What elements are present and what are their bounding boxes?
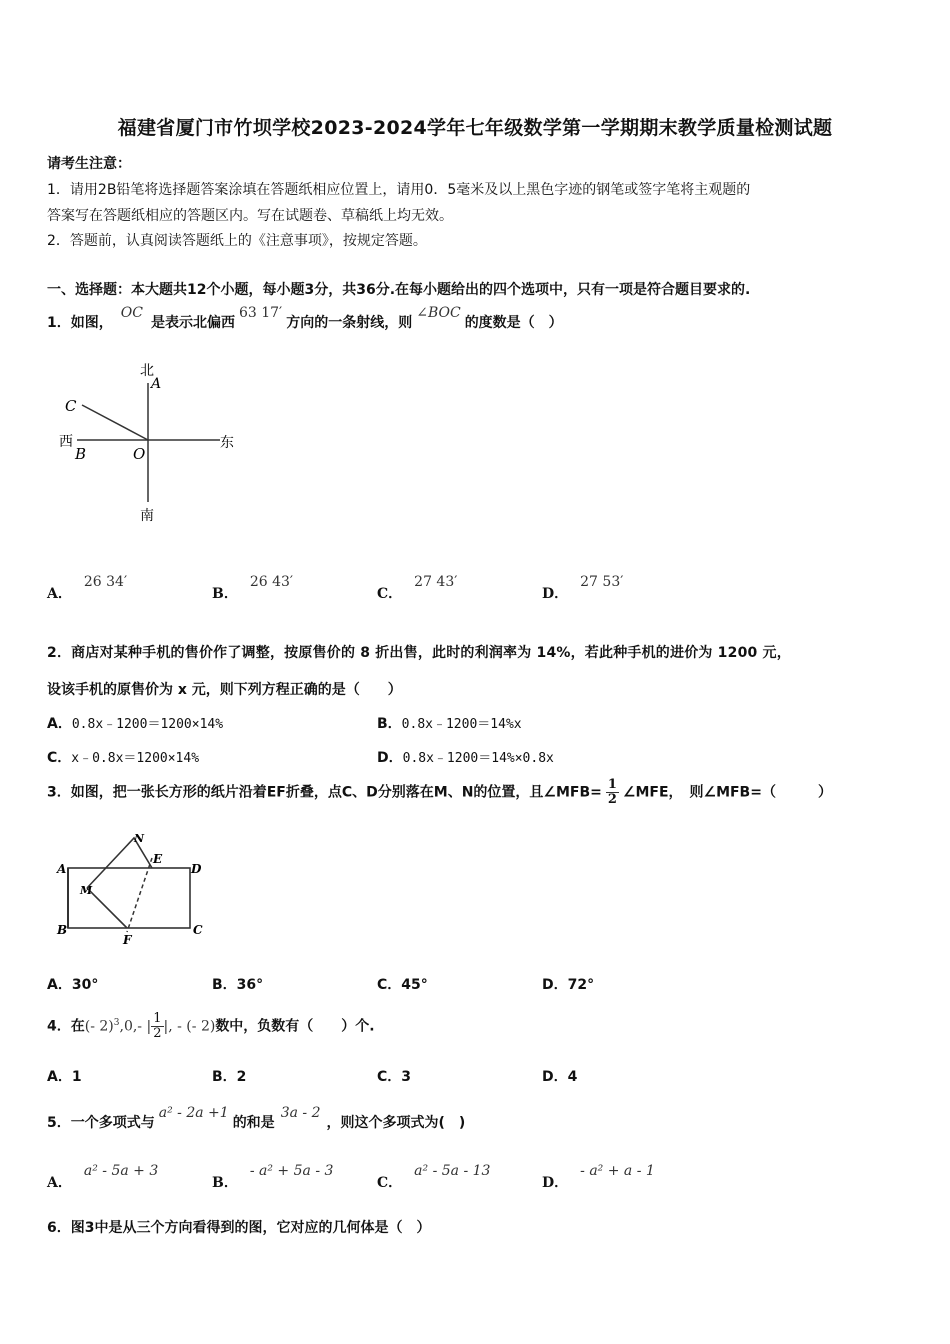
option-value: 27 43′: [414, 574, 458, 590]
q1-math-angle: 63 17′: [238, 305, 283, 321]
notice-line-2: 答案写在答题纸相应的答题区内。写在试题卷、草稿纸上均无效。: [47, 208, 453, 224]
q3-option-b[interactable]: [212, 974, 263, 994]
option-letter: B．: [212, 586, 238, 602]
option-letter: D．: [542, 1175, 569, 1191]
q3-option-d[interactable]: [542, 974, 594, 994]
q1-math-boc: ∠BOC: [416, 305, 461, 321]
q2-option-b[interactable]: [377, 713, 522, 733]
q4-text-2: 数中，负数有（ ）个.: [215, 1018, 375, 1035]
label-east: 东: [220, 435, 234, 451]
q5-option-d[interactable]: [542, 1160, 655, 1191]
option-value: 0.8x﹣1200＝1200×14%: [71, 717, 224, 732]
q4-option-c[interactable]: [377, 1066, 411, 1086]
label-south: 南: [140, 508, 154, 524]
q3-text-1: 3．如图，把一张长方形的纸片沿着EF折叠，点C、D分别落在M、N的位置，且∠MFB=: [47, 784, 602, 801]
label-a: A: [57, 862, 67, 876]
fraction-numerator: 1: [607, 777, 617, 792]
option-value: - a² + a - 1: [580, 1163, 655, 1179]
option-value: 30°: [71, 977, 99, 993]
option-letter: D．: [542, 1069, 568, 1085]
label-c: C: [65, 397, 77, 415]
option-letter: C．: [377, 977, 402, 993]
question-6: 6．图3中是从三个方向看得到的图，它对应的几何体是（ ）: [47, 1220, 431, 1236]
option-value: 0.8x﹣1200＝14%×0.8x: [402, 751, 554, 766]
label-b: B: [75, 445, 87, 463]
option-value: 27 53′: [580, 574, 624, 590]
option-letter: A．: [47, 1175, 72, 1191]
option-letter: A．: [47, 716, 72, 732]
option-value: - a² + 5a - 3: [249, 1163, 334, 1179]
option-value: 3: [401, 1069, 412, 1085]
option-value: 72°: [567, 977, 595, 993]
option-letter: A．: [47, 1069, 72, 1085]
option-letter: A．: [47, 586, 72, 602]
q4-math-b: ,0,- |: [119, 1018, 152, 1035]
q2-line-1: 2．商店对某种手机的售价作了调整，按原售价的 8 折出售，此时的利润率为 14%，若此种手机的进价为 1200 元，: [47, 645, 791, 661]
q5-math-2: 3a - 2: [280, 1105, 321, 1121]
q1-option-c[interactable]: [377, 571, 458, 602]
option-letter: A．: [47, 977, 72, 993]
q1-option-b[interactable]: [212, 571, 294, 602]
q4-fraction: [151, 1012, 163, 1041]
option-letter: C．: [377, 1175, 403, 1191]
q1-text-1: 1．如图，: [47, 315, 113, 331]
option-letter: D．: [377, 750, 403, 766]
option-letter: C．: [47, 750, 72, 766]
label-m: M: [80, 884, 93, 897]
q1-text-2: 是表示北偏西: [150, 315, 235, 331]
q5-option-a[interactable]: [47, 1160, 159, 1191]
option-letter: C．: [377, 586, 403, 602]
label-e: E: [153, 852, 163, 866]
option-value: a² - 5a - 13: [414, 1163, 491, 1179]
q1-option-a[interactable]: [47, 571, 128, 602]
q2-line-2: 设该手机的原售价为 x 元，则下列方程正确的是（ ）: [47, 682, 402, 698]
label-n: N: [134, 832, 145, 845]
q3-option-a[interactable]: [47, 974, 98, 994]
label-c: C: [193, 923, 203, 937]
notice-line-3: 2．答题前，认真阅读答题纸上的《注意事项》，按规定答题。: [47, 233, 427, 249]
option-value: 26 34′: [83, 574, 128, 590]
fraction-numerator: 1: [153, 1011, 162, 1026]
option-value: x﹣0.8x＝1200×14%: [71, 751, 200, 766]
label-north: 北: [140, 363, 154, 379]
q4-math-exp: 3: [113, 1017, 120, 1028]
rectangle-abcd: [68, 868, 190, 928]
notice-heading: 请考生注意：: [47, 156, 131, 172]
q2-option-c[interactable]: [47, 747, 199, 767]
q2-option-a[interactable]: [47, 713, 223, 733]
q5-text-1: 5．一个多项式与: [47, 1115, 155, 1131]
folded-edge-mf: [87, 888, 127, 928]
label-a: A: [151, 376, 162, 392]
q5-text-3: ，则这个多项式为( ): [326, 1115, 466, 1131]
q5-option-c[interactable]: [377, 1160, 491, 1191]
option-letter: B．: [212, 1175, 238, 1191]
option-value: 4: [567, 1069, 578, 1085]
fraction-denominator: 2: [153, 1026, 162, 1041]
q3-option-c[interactable]: [377, 974, 428, 994]
option-letter: B．: [212, 977, 237, 993]
question-4: [47, 1012, 375, 1041]
option-letter: D．: [542, 977, 568, 993]
label-b: B: [57, 923, 68, 937]
fraction-denominator: 2: [607, 792, 617, 807]
option-letter: D．: [542, 586, 569, 602]
folded-edge-mne: [87, 838, 152, 888]
q1-text-3: 方向的一条射线，则: [286, 315, 413, 331]
question-1: [47, 305, 563, 332]
label-west: 西: [59, 434, 73, 450]
option-letter: C．: [377, 1069, 402, 1085]
option-value: 36°: [236, 977, 264, 993]
q4-option-a[interactable]: [47, 1066, 82, 1086]
q4-option-b[interactable]: [212, 1066, 246, 1086]
option-value: 1: [71, 1069, 82, 1085]
q4-option-d[interactable]: [542, 1066, 577, 1086]
q5-math-1: a² - 2a +1: [158, 1105, 229, 1121]
option-value: 26 43′: [249, 574, 294, 590]
option-letter: B．: [377, 716, 402, 732]
question-3: [47, 778, 832, 807]
option-letter: B．: [212, 1069, 237, 1085]
q1-math-oc: OC: [120, 305, 143, 321]
label-d: D: [191, 862, 202, 876]
q4-math-c: |, - (- 2): [163, 1018, 216, 1035]
q1-compass-figure: [55, 355, 245, 530]
ray-oc: [82, 405, 148, 440]
q1-text-4: 的度数是（ ）: [464, 315, 563, 331]
option-value: 2: [236, 1069, 247, 1085]
option-value: 45°: [401, 977, 428, 993]
label-o: O: [133, 445, 146, 463]
q5-option-b[interactable]: [212, 1160, 334, 1191]
q3-text-2: ∠MFE， 则∠MFB=（ ）: [622, 784, 832, 801]
q3-fraction: [606, 778, 619, 807]
q1-option-d[interactable]: [542, 571, 624, 602]
section-heading: 一、选择题：本大题共12个小题，每小题3分，共36分.在每小题给出的四个选项中，只有一项是符合题目要求的.: [47, 282, 751, 298]
notice-line-1: 1．请用2B铅笔将选择题答案涂填在答题纸相应位置上，请用0．5毫米及以上黑色字迹的钢笔或签字笔将主观题的: [47, 182, 751, 198]
q3-fold-figure: [50, 828, 210, 950]
option-value: 0.8x﹣1200＝14%x: [401, 717, 522, 732]
page-title: 福建省厦门市竹坝学校2023-2024学年七年级数学第一学期期末教学质量检测试题: [117, 117, 833, 139]
fold-line-ef: [127, 858, 152, 932]
q2-option-d[interactable]: [377, 747, 554, 767]
q5-text-2: 的和是: [232, 1115, 275, 1131]
question-5: [47, 1105, 466, 1132]
q4-text-1: 4．在: [47, 1018, 85, 1035]
option-value: a² - 5a + 3: [83, 1163, 159, 1179]
q4-math-a: (- 2): [84, 1018, 114, 1035]
label-f: F: [123, 933, 132, 947]
